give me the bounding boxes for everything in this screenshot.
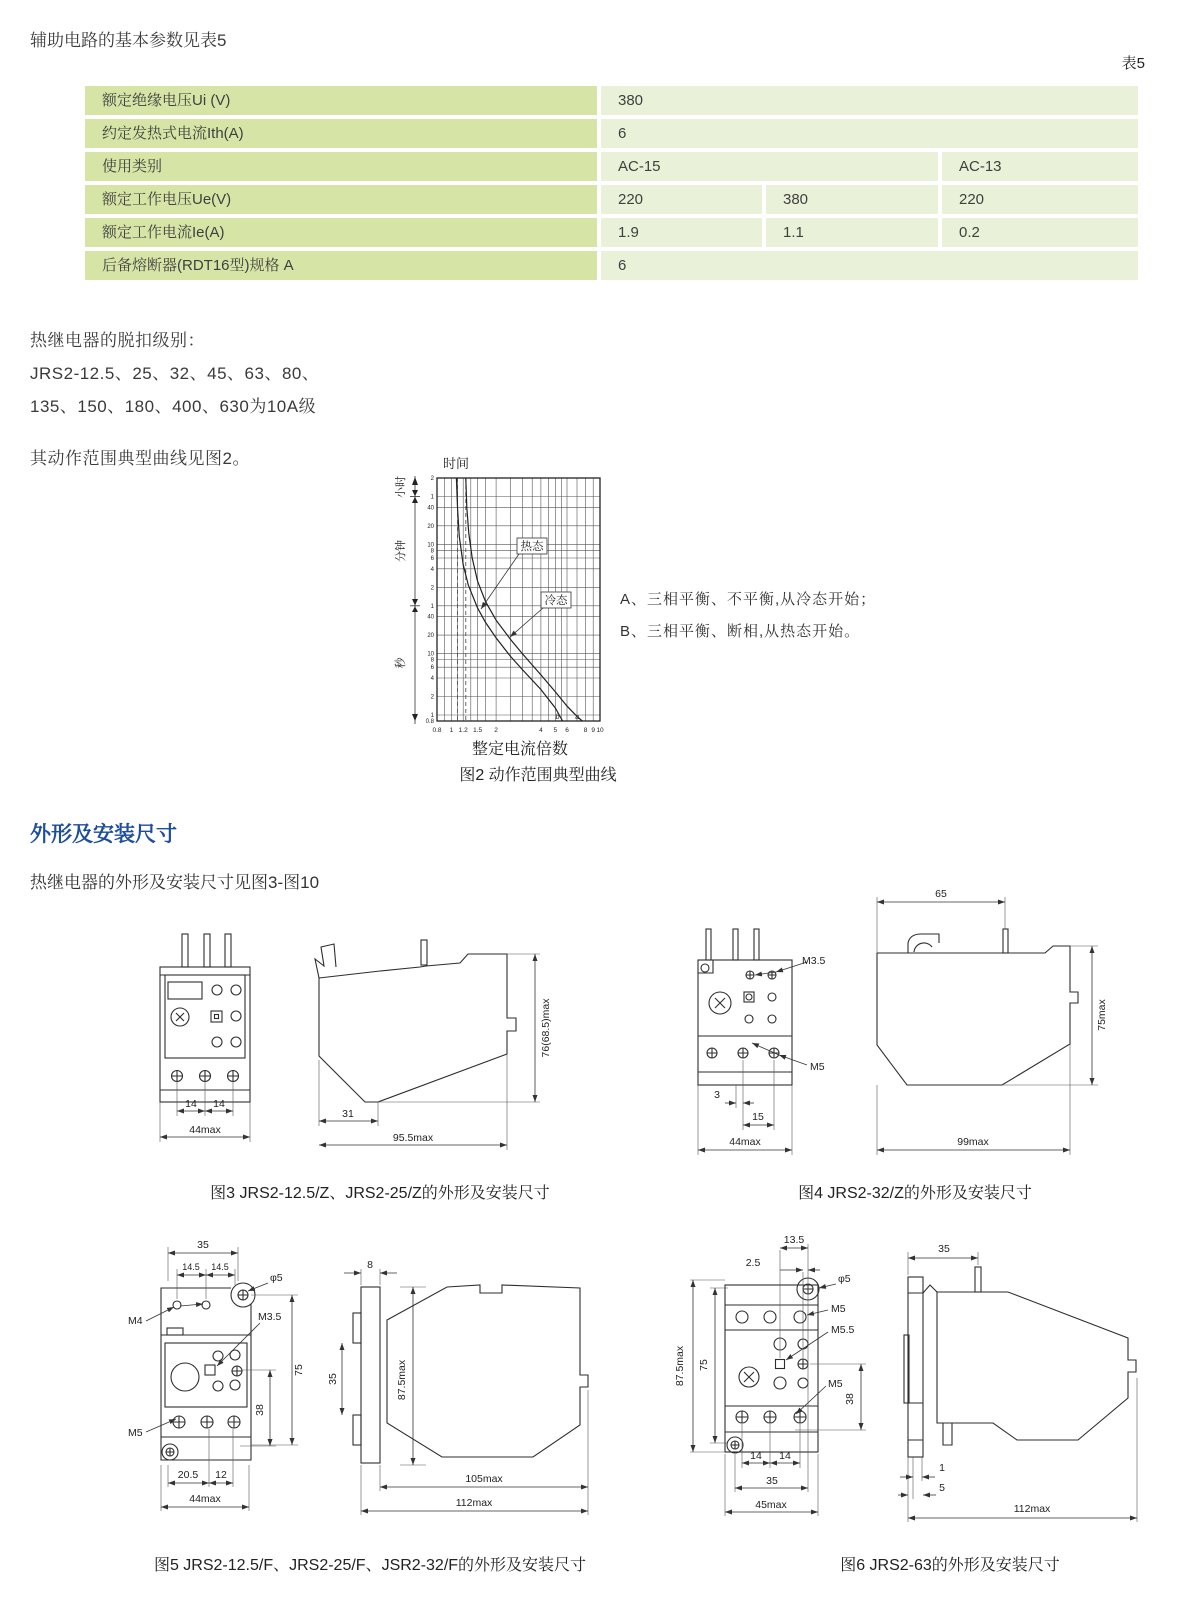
svg-text:1.2: 1.2: [458, 727, 468, 734]
svg-text:112max: 112max: [455, 1497, 493, 1509]
svg-text:3: 3: [714, 1089, 720, 1101]
svg-text:2: 2: [494, 727, 498, 734]
svg-text:4: 4: [430, 566, 434, 573]
svg-text:38: 38: [254, 1404, 266, 1416]
note-line: 其动作范围典型曲线见图2。: [30, 449, 250, 468]
fig6-dimensions: [674, 1234, 1137, 1518]
table-cell: 6: [601, 251, 1138, 280]
svg-text:105max: 105max: [465, 1473, 503, 1485]
svg-text:1.5: 1.5: [473, 727, 483, 734]
fig4-front-view: [698, 929, 792, 1085]
table-cell: 1.1: [766, 218, 938, 247]
fig6-drawing: [660, 1200, 1180, 1535]
svg-text:M4: M4: [128, 1315, 143, 1327]
note-line: JRS2-12.5、25、32、45、63、80、: [30, 364, 320, 383]
svg-text:a: a: [575, 714, 580, 721]
svg-text:1: 1: [430, 603, 434, 610]
y-unit-hours: 小时: [395, 476, 407, 498]
svg-text:95.5max: 95.5max: [392, 1132, 434, 1144]
fig4-drawing: [655, 872, 1115, 1172]
svg-text:75: 75: [293, 1364, 305, 1376]
table-cell: 220: [601, 185, 762, 214]
table-row-label: 额定工作电流Ie(A): [85, 218, 597, 247]
hot-curve-label: 热态: [520, 541, 544, 553]
table-cell: 0.2: [942, 218, 1138, 247]
svg-text:14.5: 14.5: [182, 1262, 200, 1272]
svg-text:44max: 44max: [189, 1493, 221, 1505]
svg-text:0.8: 0.8: [432, 727, 442, 734]
fig3-caption: 图3 JRS2-12.5/Z、JRS2-25/Z的外形及安装尺寸: [210, 1185, 550, 1202]
svg-text:b: b: [555, 714, 560, 721]
svg-text:M3.5: M3.5: [258, 1311, 282, 1323]
table-row-label: 额定绝缘电压Ui (V): [85, 86, 597, 115]
svg-text:1: 1: [430, 713, 434, 719]
svg-text:10: 10: [427, 542, 434, 549]
svg-text:M5: M5: [828, 1378, 843, 1390]
section-heading: 外形及安装尺寸: [30, 823, 177, 846]
svg-text:87.5max: 87.5max: [396, 1359, 408, 1401]
svg-text:φ5: φ5: [838, 1273, 851, 1285]
svg-text:14: 14: [750, 1450, 762, 1462]
svg-text:8: 8: [583, 727, 588, 734]
table-row-label: 后备熔断器(RDT16型)规格 A: [85, 251, 597, 280]
svg-text:14.5: 14.5: [211, 1262, 229, 1272]
svg-text:87.5max: 87.5max: [674, 1345, 686, 1387]
fig3-extension-lines: [160, 954, 540, 1150]
svg-text:76(68.5)max: 76(68.5)max: [540, 998, 552, 1058]
fig2-caption: 图2 动作范围典型曲线: [459, 767, 617, 784]
svg-text:20: 20: [427, 523, 434, 530]
svg-text:6: 6: [430, 665, 434, 672]
svg-text:M5: M5: [831, 1303, 846, 1315]
svg-text:75: 75: [698, 1359, 710, 1371]
svg-text:99max: 99max: [957, 1136, 989, 1148]
svg-text:10: 10: [596, 727, 604, 734]
svg-text:1: 1: [449, 727, 454, 734]
table-cell: AC-15: [601, 152, 938, 181]
svg-text:M5.5: M5.5: [831, 1324, 855, 1336]
y-unit-seconds: 秒: [395, 657, 407, 669]
table-row-label: 额定工作电压Ue(V): [85, 185, 597, 214]
svg-text:13.5: 13.5: [783, 1234, 805, 1246]
table-cell: 380: [766, 185, 938, 214]
svg-text:15: 15: [752, 1111, 764, 1123]
svg-text:2: 2: [430, 585, 434, 592]
fig5-front-view: [161, 1283, 255, 1460]
y-unit-minutes: 分钟: [395, 540, 407, 562]
fig4-caption: 图4 JRS2-32/Z的外形及安装尺寸: [798, 1185, 1032, 1202]
svg-text:M3.5: M3.5: [802, 955, 826, 967]
fig4-dimensions: [698, 888, 1108, 1150]
table-row-label: 约定发热式电流Ith(A): [85, 119, 597, 148]
svg-text:M5: M5: [810, 1061, 825, 1073]
svg-text:2: 2: [430, 694, 434, 701]
svg-text:35: 35: [938, 1243, 950, 1255]
chart-xlabel: 整定电流倍数: [471, 741, 568, 758]
y-axis-band: [393, 476, 420, 724]
fig5-dimensions: [128, 1239, 588, 1511]
fig5-caption: 图5 JRS2-12.5/F、JRS2-25/F、JSR2-32/F的外形及安装尺寸: [153, 1557, 587, 1574]
svg-text:35: 35: [766, 1475, 778, 1487]
trip-curve-chart: [393, 448, 623, 740]
table-cell: AC-13: [942, 152, 1138, 181]
svg-text:35: 35: [197, 1239, 209, 1251]
table-cell: 220: [942, 185, 1138, 214]
svg-text:14: 14: [185, 1098, 197, 1110]
intro-text: 辅助电路的基本参数见表5: [30, 31, 227, 50]
table-cell: 6: [601, 119, 1138, 148]
fig4-side-view: [877, 929, 1078, 1085]
svg-text:112max: 112max: [1013, 1503, 1051, 1515]
note-line: 热继电器的脱扣级别：: [30, 331, 205, 350]
svg-text:4: 4: [430, 676, 434, 682]
svg-text:44max: 44max: [189, 1124, 221, 1136]
svg-text:8: 8: [430, 657, 434, 664]
svg-text:9: 9: [591, 727, 596, 734]
svg-text:1: 1: [939, 1462, 945, 1474]
svg-text:40: 40: [427, 505, 434, 512]
svg-text:38: 38: [844, 1393, 856, 1405]
svg-text:45max: 45max: [755, 1499, 787, 1511]
svg-text:20.5: 20.5: [177, 1469, 199, 1481]
table-cell: 1.9: [601, 218, 762, 247]
svg-text:6: 6: [565, 727, 569, 734]
chart-note-b: B、三相平衡、断相,从热态开始。: [620, 623, 861, 640]
fig6-caption: 图6 JRS2-63的外形及安装尺寸: [840, 1557, 1060, 1574]
chart-title: 时间: [443, 456, 470, 471]
svg-text:5: 5: [553, 727, 558, 734]
table-tag: 表5: [1121, 55, 1145, 72]
svg-text:1: 1: [430, 494, 434, 501]
table-row-label: 使用类别: [85, 152, 597, 181]
svg-text:8: 8: [367, 1259, 373, 1271]
svg-text:φ5: φ5: [270, 1272, 283, 1284]
svg-text:8: 8: [430, 548, 434, 555]
svg-text:14: 14: [779, 1450, 791, 1462]
svg-text:31: 31: [342, 1108, 354, 1120]
svg-text:0.8: 0.8: [425, 719, 434, 725]
fig3-drawing: [140, 930, 560, 1160]
svg-text:2: 2: [430, 476, 434, 482]
svg-text:40: 40: [427, 614, 434, 621]
fig6-front-view: [725, 1278, 819, 1453]
chart-note-a: A、三相平衡、不平衡,从冷态开始；: [620, 591, 877, 608]
svg-text:6: 6: [430, 556, 434, 562]
fig5-drawing: [110, 1225, 610, 1530]
fig6-side-view: [904, 1267, 1136, 1457]
svg-text:12: 12: [215, 1469, 227, 1481]
section-intro: 热继电器的外形及安装尺寸见图3-图10: [30, 873, 320, 892]
svg-text:M5: M5: [128, 1427, 143, 1439]
svg-text:2.5: 2.5: [745, 1257, 761, 1269]
fig5-side-view: [353, 1285, 588, 1463]
svg-text:10: 10: [427, 651, 434, 658]
svg-text:4: 4: [539, 727, 543, 734]
chart-grid-and-curves: [426, 476, 604, 734]
note-line: 135、150、180、400、630为10A级: [30, 397, 317, 416]
fig3-front-view: [160, 934, 250, 1102]
table-cell: 380: [601, 86, 1138, 115]
svg-text:14: 14: [213, 1098, 225, 1110]
fig3-side-view: [315, 940, 516, 1102]
svg-text:20: 20: [427, 633, 434, 640]
cold-curve-label: 冷态: [544, 595, 568, 607]
svg-text:75max: 75max: [1096, 999, 1108, 1031]
svg-text:44max: 44max: [729, 1136, 761, 1148]
fig3-dimensions: [160, 954, 552, 1145]
svg-text:5: 5: [939, 1482, 945, 1494]
svg-text:65: 65: [935, 888, 947, 900]
svg-text:35: 35: [327, 1373, 339, 1385]
parameter-table: [85, 86, 1138, 280]
